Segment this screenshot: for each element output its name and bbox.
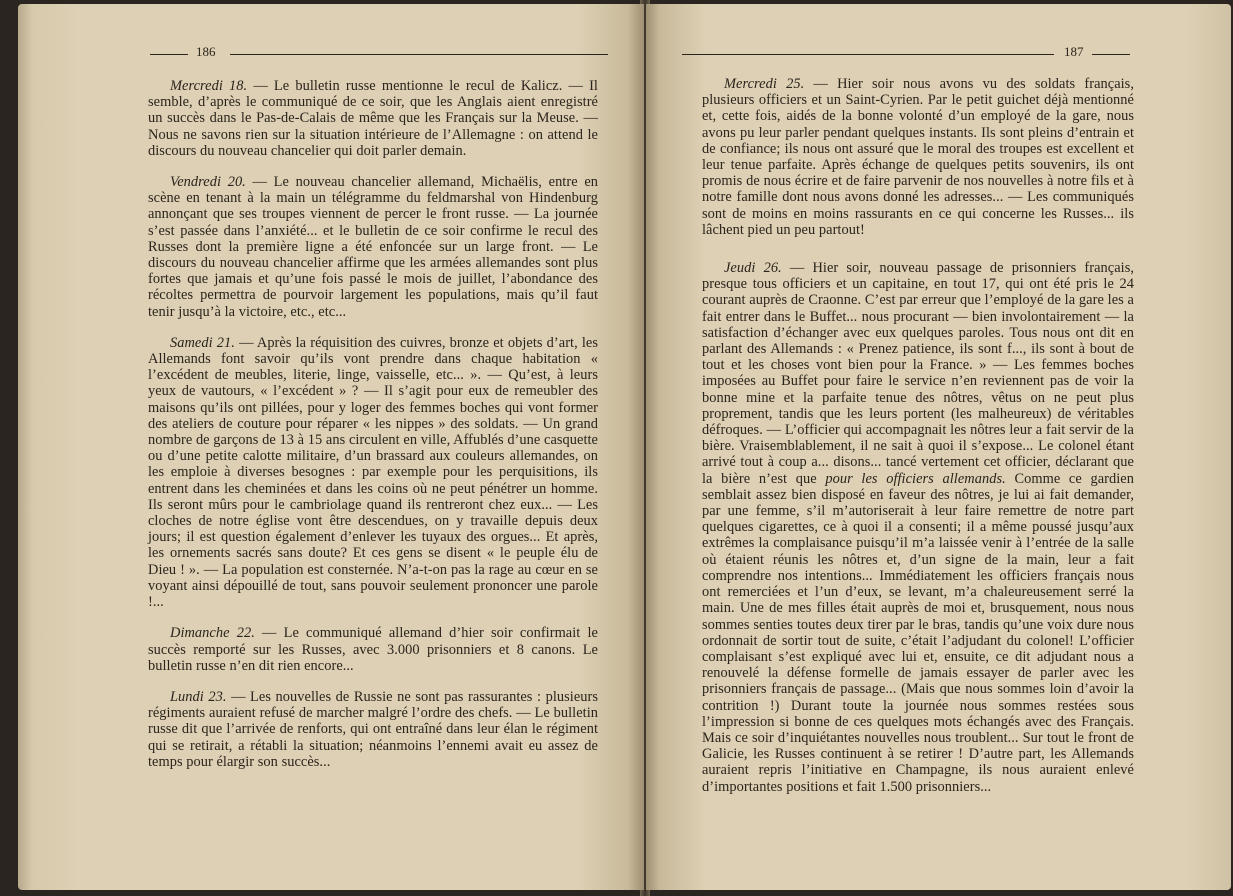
left-page-body	[148, 78, 598, 770]
entry-date: Mercredi 18.	[170, 78, 248, 94]
diary-entry	[702, 76, 1134, 238]
entry-text: — Hier soir, nouveau passage de prisonniers français, presque tous officiers et un capitaine, en tout 17, qui ont été pris le 24 courant auprès de Craonne. C’est par erreur que l’employé de la gare les a fait entrer dans le Buffet... nous procurant — bien involontairement — la satisfaction d’échanger avec eux quelques paroles. Tous nous ont dit en parlant des Allemands : « Prenez patience, ils sont f..., ils sont à bout de tout et les choses vont bien pour la France. » — Les femmes boches imposées au Buffet pour faire le service n’en reviennent pas de voir la bonne mine et la parfaite tenue des nôtres, vêtus on ne peut plus proprement, tandis que les leurs portent (les malheureux) de véritables défroques. — L’officier qui accompagnait les nôtres leur a fait servir de la bière. Vraisemblablement, il ne sait à quoi il s’expose... Le colonel étant arrivé tout à coup a... disons... tancé vertement cet officier, déclarant que la bière n’est que	[702, 260, 1134, 487]
entry-text: — Après la réquisition des cuivres, bronze et objets d’art, les Allemands font savoir qu’ils vont prendre dans chaque habitation « l’excédent de meubles, literie, linge, vaisselle, etc... ». — Qu’est, à leurs yeux de vautours, « l’excédent » ? — Il s’agit pour eux de remeubler des maisons qu’ils ont pillées, pour y loger des femmes boches qui vont former des ateliers de couture pour réparer « les nippes » des soldats. — Un grand nombre de garçons de 13 à 15 ans circulent en ville, Affublés d’une casquette ou d’une petite calotte militaire, d’un brassard aux couleurs allemandes, on les emploie à diverses besognes : par exemple pour les perquisitions, ils entrent dans les cheminées et dans les coins où ne peut pénétrer un homme. Ils seront mûrs pour le cambriolage quand ils rentreront chez eux... — Les cloches de notre église vont être descendues, on y travaille depuis deux jours; il est question également d’enlever les tuyaux des orgues... Et après, les ornements sacrés sans doute? Et ces gens se disent « le peuple élu de Dieu ! ». — La population est consternée. N’a-t-on pas la rage au cœur en se voyant ainsi dépouillé de tout, sans pouvoir seulement prononcer une parole !...	[148, 334, 598, 611]
page-number: 187	[1064, 44, 1084, 59]
diary-entry	[148, 335, 598, 610]
entry-text: — Hier soir nous avons vu des soldats français, plusieurs officiers et un Saint-Cyrien. Par le petit guichet déjà mentionné et, cette fois, aidés de la bonne volonté d’un employé de la gare, nous avons pu leur parler pendant quelques instants. Ils sont pleins d’entrain et de confiance; ils nous ont assuré que le moral des troupes est excellent et leur tenue parfaite. Après échange de quelques petits souvenirs, ils ont promis de nous écrire et de faire parvenir de nos nouvelles à notre fils et à notre famille dont nous avons donné les adresses... — Les communiqués sont de moins en moins rassurants en ce qui concerne les Russes... ils lâchent pied un peu partout!	[702, 76, 1134, 238]
diary-entry	[148, 689, 598, 770]
entry-date: Lundi 23.	[170, 688, 227, 705]
right-page-body	[702, 76, 1134, 795]
entry-text-italic: pour les officiers allemands.	[825, 470, 1006, 487]
left-page	[18, 4, 644, 890]
entry-date: Mercredi 25.	[724, 76, 805, 92]
entry-text: — Le bulletin russe mentionne le recul de Kalicz. — Il semble, d’après le communiqué de ce soir, que les Anglais aient enregistré un succès dans le Pas-de-Calais de même que les Français sur la Meuse. — Nous ne savons rien sur la situation intérieure de l’Allemagne : on attend le discours du nouveau chancelier qui doit parler demain.	[148, 78, 598, 159]
page-number: 186	[196, 44, 216, 59]
diary-entry	[148, 625, 598, 674]
left-page-header	[18, 42, 644, 62]
entry-text: — Le communiqué allemand d’hier soir confirmait le succès remporté sur les Russes, avec 3.000 prisonniers et 8 canons. Le bulletin russe n’en dit rien encore...	[148, 625, 598, 674]
diary-entry	[148, 78, 598, 159]
entry-date: Dimanche 22.	[170, 625, 255, 642]
entry-text: Comme ce gardien semblait assez bien disposé en faveur des nôtres, je lui ai fait demander, par une femme, s’il m’autoriserait à leur faire remettre de notre part quelques cigarettes, ce à quoi il a consenti; il a même poussé jusqu’aux extrêmes la complaisance puisqu’il m’a laissée venir à l’entrée de la salle où étaient réunis les nôtres et, d’un signe de la main, leur a fait comprendre nos intentions... Immédiatement les officiers français nous ont remerciées et l’un d’eux, se levant, m’a chaleureusement serré la main. Une de mes filles était auprès de moi et, brusquement, nous nous sommes senties toutes deux tirer par le bras, tandis qu’une voix dure nous ordonnait de sortir tout de suite, c’était l’adjudant du colonel! L’officier complaisant s’est expliqué avec lui et, ensuite, ce dit adjudant nous a renouvelé la défense formelle de jamais essayer de parler avec les prisonniers français de passage... (Mais que nous sommes loin d’avoir la contrition !) Durant toute la journée nous sommes restées sous l’impression si bonne de ces quelques mots échangés avec des Français. Mais ce soir d’inquiétantes nouvelles nous troublent... Sur tout le front de Galicie, les Russes continuent à se retirer ! D’autre part, les Allemands auraient repris l’initiative en Champagne, ils nous auraient enlevé d’importantes positions et fait 1.500 prisonniers...	[702, 470, 1134, 795]
diary-entry	[148, 174, 598, 320]
entry-date: Vendredi 20.	[170, 174, 246, 191]
entry-text: — Les nouvelles de Russie ne sont pas rassurantes : plusieurs régiments auraient refusé de marcher malgré l’ordre des chefs. — Le bulletin russe dit que l’arrivée de renforts, qui ont entraîné dans leur élan le régiment qui se retirait, a rétabli la situation; néanmoins l’ennemi avait eu assez de temps pour élargir son succès...	[148, 688, 599, 770]
header-rule	[1092, 54, 1130, 55]
diary-entry	[702, 260, 1134, 795]
header-rule	[150, 54, 188, 55]
header-rule	[682, 54, 1054, 55]
header-rule	[230, 54, 608, 55]
entry-text: — Le nouveau chancelier allemand, Michaëlis, entre en scène en tenant à la main un télégramme du feldmarshal von Hindenburg annonçant que ses troupes viennent de percer le front russe. — La journée s’est passée dans l’anxiété... et le bulletin de ce soir confirme le recul des Russes dont la première ligne a été enfoncée sur un large front. — Le discours du nouveau chancelier affirme que les armées allemandes sont plus fortes que jamais et qu’une fois passé le mois de juillet, l’abondance des récoltes permettra de pourvoir largement les populations, mais qu’il faut tenir jusqu’à la victoire, etc., etc...	[148, 174, 598, 320]
right-page-header	[646, 42, 1231, 62]
entry-date: Samedi 21.	[170, 334, 235, 351]
right-page	[646, 4, 1231, 890]
entry-date: Jeudi 26.	[724, 260, 782, 277]
